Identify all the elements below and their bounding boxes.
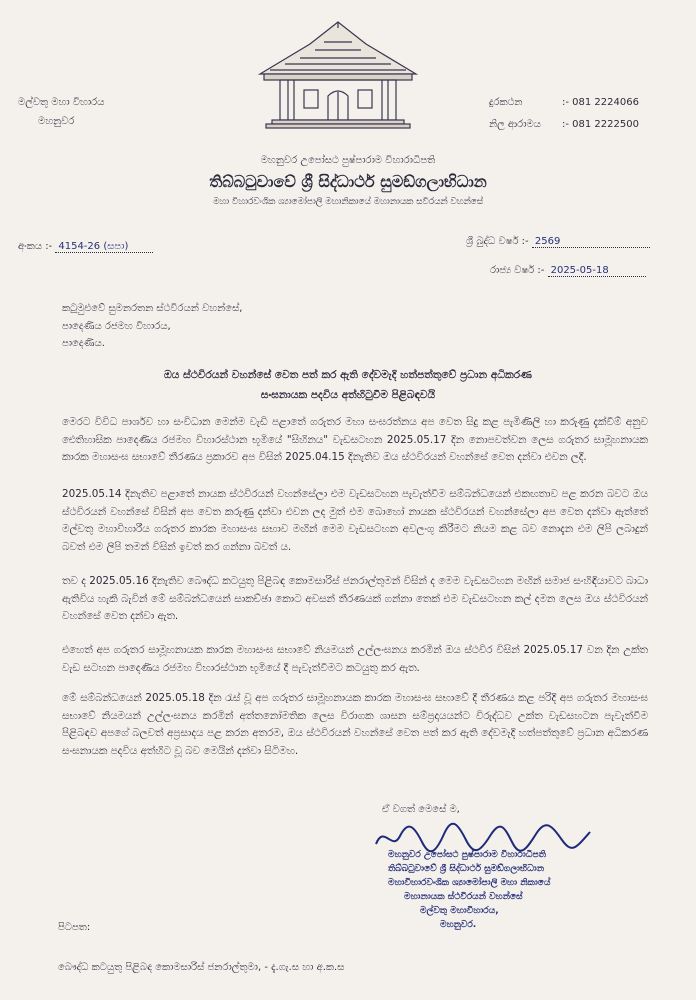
temple-name: මල්වතු මහා විහාරය	[18, 97, 105, 108]
signatory-line-5: මල්වතු මහාවිහාරය,	[420, 906, 499, 916]
body-paragraph-3: තව ද 2025.05.16 දිනැතිව බෞද්ධ කටයුතු පිළිබඳ කොමසාරිස් ජනරාල්තුමන් විසින් ද මෙම වැඩසටහන මඟින් සමාජ සංහිඳියාවට බාධා ඇතිවිය හැකි බැවින් මේ සම්බන්ධයෙන් සාකච්ඡා කොට අවසන් තීරණයක් ගන්නා තෙක් එම වැඩසටහන කල් දමන ලෙස ඔය ස්ථවිරයන් වහන්සේ වෙත දන්වා ඇත.	[62, 575, 648, 622]
recipient-temple: පාදෙණිය රජමහ විහාරය,	[62, 321, 171, 332]
temple-city: මහනුවර	[38, 116, 75, 127]
signatory-line-2: තිබ්බටුවාවේ ශ්‍රී සිද්ධාර්ථ සුමඞ්ගලාභිධාන	[388, 864, 545, 874]
reference-label: අංකය :-	[18, 241, 53, 252]
signatory-line-4: මහානායක ස්ථවිරයන් වහන්සේ	[404, 892, 523, 902]
reference-value: 4154-26 (සපා)	[55, 241, 153, 253]
body-paragraph-1: මෙරට විවිධ පාර්ශව හා සංවිධාන මෙන්ම වැඩි පළාතේ ගරුතර මහා සංඝරත්නය අප වෙත සිදු කළ පැමිණිලි හා කරුණු දැක්වීම් අනුව ඓතිහාසික පාදෙණිය රජමහ විහාරස්ථාන භූමියේ "සිහිනය" වැඩසටහන 2025.05.17 දින නොපවත්වන ලෙස ගරුතර සාමූහනායක කාරක මහාසංඝ සභාවේ තීරණය ප්‍රකාරව අප විසින් 2025.04.15 දිනැතිව ඔය ස්ථවිරයන් වහන්සේ වෙත දන්වා එවන ලදී.	[62, 416, 648, 463]
buddhist-year-value: 2569	[532, 236, 650, 248]
phone-value: :- 081 2224066	[562, 97, 639, 108]
phone-label: දුරකථන	[489, 97, 523, 108]
residence-label: නිල ආරාමය	[489, 119, 541, 130]
letterhead-subtitle: මහනුවර උපෝසථ පුෂ්පාරාම විහාරාධිපති	[260, 155, 436, 166]
recipient-place: පාදෙණිය.	[62, 338, 105, 349]
temple-emblem-icon	[250, 18, 426, 130]
buddhist-year-label: ශ්‍රී බුද්ධ වර්ෂ :-	[466, 236, 529, 247]
letterhead-rank: මහා විහාරවංශික ශ්‍යාමෝපාලි මහානිකායේ මහානායක සවිරයන් වහන්සේ	[212, 197, 484, 207]
closing-salutation: ඒ වගත් මෙසේ ම,	[382, 804, 460, 815]
residence-value: :- 081 2222500	[562, 119, 639, 130]
subject-line-1: ඔය ස්ථවිරයන් වහන්සේ වෙත පත් කර ඇති දේවමැදි හත්පත්තුවේ ප්‍රධාන අධිකරණ	[163, 369, 533, 381]
reference-number	[18, 241, 153, 253]
letter-date-label: රාජ්‍ය වර්ෂ :-	[490, 265, 545, 276]
copies-recipient: බෞද්ධ කටයුතු පිළිබඳ කොමසාරිස් ජනරාල්තුමා, - දැ.ගැ.ස හා අ.ක.ස	[58, 962, 345, 973]
recipient-name: කටුමුළුවේ සුමනරතන ස්ථවිරයන් වහන්සේ,	[62, 303, 243, 314]
letter-date	[490, 265, 646, 277]
copies-label: පිටපත:	[58, 922, 91, 933]
letterhead-title: තිබ්බටුවාවේ ශ්‍රී සිද්ධාර්ථ සුමඞ්ගලාභිධාන	[209, 172, 487, 191]
letter-date-value: 2025-05-18	[548, 265, 646, 277]
signatory-line-6: මහනුවර.	[440, 920, 477, 930]
signatory-line-3: මහාවිහාරවංශික ශ්‍යාමෝපාලි මහා නිකායේ	[388, 878, 551, 888]
body-paragraph-4: එහෙත් අප ගරුතර සාමූහනායක කාරක මහාසංඝ සභාවේ නියමයන් උල්ලංඝනය කරමින් ඔය ස්ථවිර විසින් 2025.05.17 වන දින උක්ත වැඩ සටහන පාදෙණිය රජමහ විහාරස්ථාන භූමියේ දී පැවැත්වීමට කටයුතු කර ඇත.	[62, 644, 648, 674]
signatory-line-1: මහනුවර උපෝසථ පුෂ්පාරාම විහාරාධිපති	[388, 850, 546, 860]
buddhist-year	[466, 236, 650, 248]
subject-line-2: සංඝනායක පදවිය අත්හිටුවීම පිළිබඳවයි	[260, 389, 436, 401]
body-paragraph-5: මේ සම්බන්ධයෙන් 2025.05.18 දින රැස් වූ අප ගරුතර සාමූහනායක කාරක මහාසංඝ සභාවේ දී තීරණය කළ පරිදි අප ගරුතර මහාසංඝ සභාවේ නියමයන් උල්ලංඝනය කරමින් අත්තනෝමතික ලෙස විරාගක ශාසන සම්ප්‍රදායයන්ට විරුද්ධව උක්ත වැඩසහටන පැවැත්වීම පිළිබඳව අපගේ බලවත් අප්‍රසාදය පළ කරන අතරම, ඔය ස්ථවිරයන් වහන්සේ වෙත පත් කර ඇති දේවමැදි හත්පත්තුවේ ප්‍රධාන අධිකරණ සංඝනායක පදවිය අත්හිට වූ බව මෙයින් දන්වා සිටිමහ.	[62, 692, 648, 757]
body-paragraph-2: 2025.05.14 දිනැතිව පළාතේ නායක ස්ථවිරයන් වහන්සේලා එම වැඩසටහන පැවැත්වීම සම්බන්ධයෙන් එකඟතාව පළ කරන බවට ඔය ස්ථවිරයන් වහන්සේ විසින් අප වෙත කරුණු දන්වා එවන ලද මුත් එම බොහෝ නායක ස්ථවිරයන් වහන්සේලා අප වෙත දන්වා ඇත්තේ මල්වතු මහාවිහාරීය ගරුතර කාරක මහාසංඝ සභාව මඟින් මෙම වැඩසටහන අවලංගු කිරීමට නියම කළ බව නොදැන එම ලිපි ලබාදුන් බවත් එම ලිපි තමන් විසින් ඉවත් කර ගන්නා බවත් ය.	[62, 488, 648, 553]
